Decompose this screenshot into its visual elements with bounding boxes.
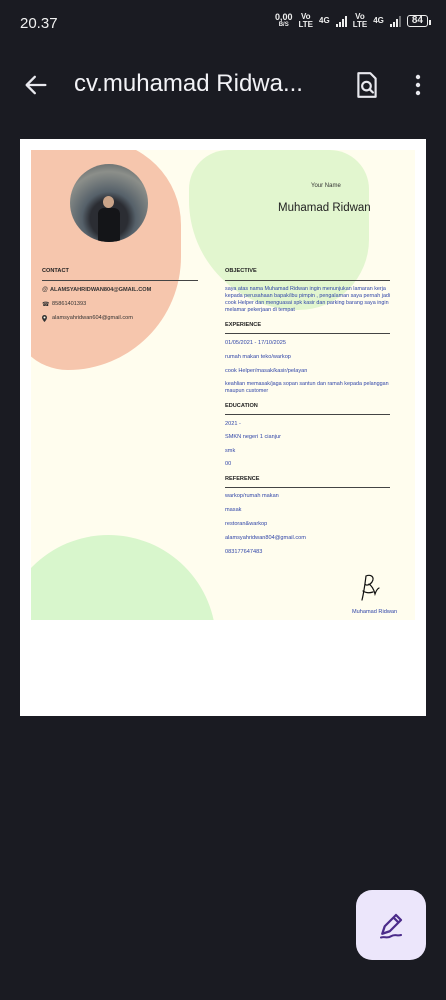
sim2-volte (353, 13, 368, 29)
divider (225, 414, 390, 415)
more-vert-icon[interactable] (406, 72, 430, 98)
divider (225, 280, 390, 281)
net-speed-value: 0,00 (274, 12, 293, 22)
experience-role: cook Helper/masak/kasir/pelayan (225, 368, 308, 374)
edit-fab-button[interactable] (356, 890, 426, 960)
reference-phone: 083177647483 (225, 549, 263, 555)
experience-skills: keahlian memasak/jaga sopan santun dan ramah kepada pelanggan maupun customer (225, 381, 389, 394)
signal-icon (336, 16, 347, 27)
objective-text: saya atas nama Muhamad Ridwan ingin menunjukan lamaran kerja kepada perusahaan bapak/ibu pimpin , pengalaman saya pernah jadi cook Helper dan menguasai spk kasir dan parking barang saya ingin melamar pekerjaan di tempat (225, 286, 391, 313)
your-name-label: Your Name (311, 183, 341, 189)
net-speed (275, 13, 293, 29)
contact-heading: CONTACT (42, 268, 69, 274)
reference-place: warkop/rumah makan (225, 493, 279, 499)
sim1-network: 4G (319, 16, 330, 25)
education-level: smk (225, 448, 236, 454)
sim1-volte (299, 13, 314, 29)
experience-employer: rumah makan teko/warkop (225, 354, 291, 360)
sim2-label: Vo (355, 12, 365, 21)
divider (225, 487, 390, 488)
contact-phone: 85861401393 (52, 301, 87, 307)
signature-image (357, 570, 383, 604)
experience-heading: EXPERIENCE (225, 322, 262, 328)
arrow-left-icon[interactable] (22, 71, 50, 99)
sim2-sub: LTE (352, 20, 368, 29)
contact-email: ALAMSYAHRIDWAN804@GMAIL.COM (50, 287, 152, 293)
location-pin-icon (42, 315, 47, 322)
system-icons (275, 13, 428, 29)
divider (225, 333, 390, 334)
sim2-network: 4G (373, 16, 384, 25)
phone-icon: ☎ (42, 302, 50, 308)
experience-period: 01/05/2021 - 17/10/2025 (225, 340, 286, 346)
reference-heading: REFERENCE (225, 476, 260, 482)
pdf-page[interactable] (20, 139, 426, 716)
status-bar (0, 0, 446, 46)
profile-photo (70, 164, 148, 242)
signal-icon (390, 16, 401, 27)
education-heading: EDUCATION (225, 403, 258, 409)
battery-icon: 84 (407, 15, 428, 27)
net-speed-unit: B/S (278, 22, 289, 28)
divider (42, 280, 198, 281)
reference-email: alamsyahridwan804@gmail.com (225, 535, 306, 541)
education-grade: 00 (225, 461, 232, 467)
reference-role: masak (225, 507, 242, 513)
document-title: cv.muhamad Ridwa... (74, 70, 303, 97)
document-search-icon[interactable] (354, 71, 380, 99)
education-school: SMKN negeri 1 cianjur (225, 434, 281, 440)
app-bar (0, 58, 446, 112)
contact-location: alamsyahridwan604@gmail.com (52, 315, 133, 321)
clock: 20.37 (20, 15, 58, 32)
decor-blob-mint-bottom (31, 535, 216, 620)
sim1-sub: LTE (298, 20, 314, 29)
signature-name: Muhamad Ridwan (352, 609, 398, 615)
sim1-label: Vo (300, 12, 311, 21)
full-name: Muhamad Ridwan (278, 202, 371, 214)
education-year: 2021 - (225, 421, 241, 427)
objective-heading: OBJECTIVE (225, 268, 257, 274)
at-icon: @ (42, 287, 49, 293)
reference-company: restoran&warkop (225, 521, 268, 527)
edit-pen-icon (376, 910, 406, 940)
cv-sheet (31, 150, 415, 620)
